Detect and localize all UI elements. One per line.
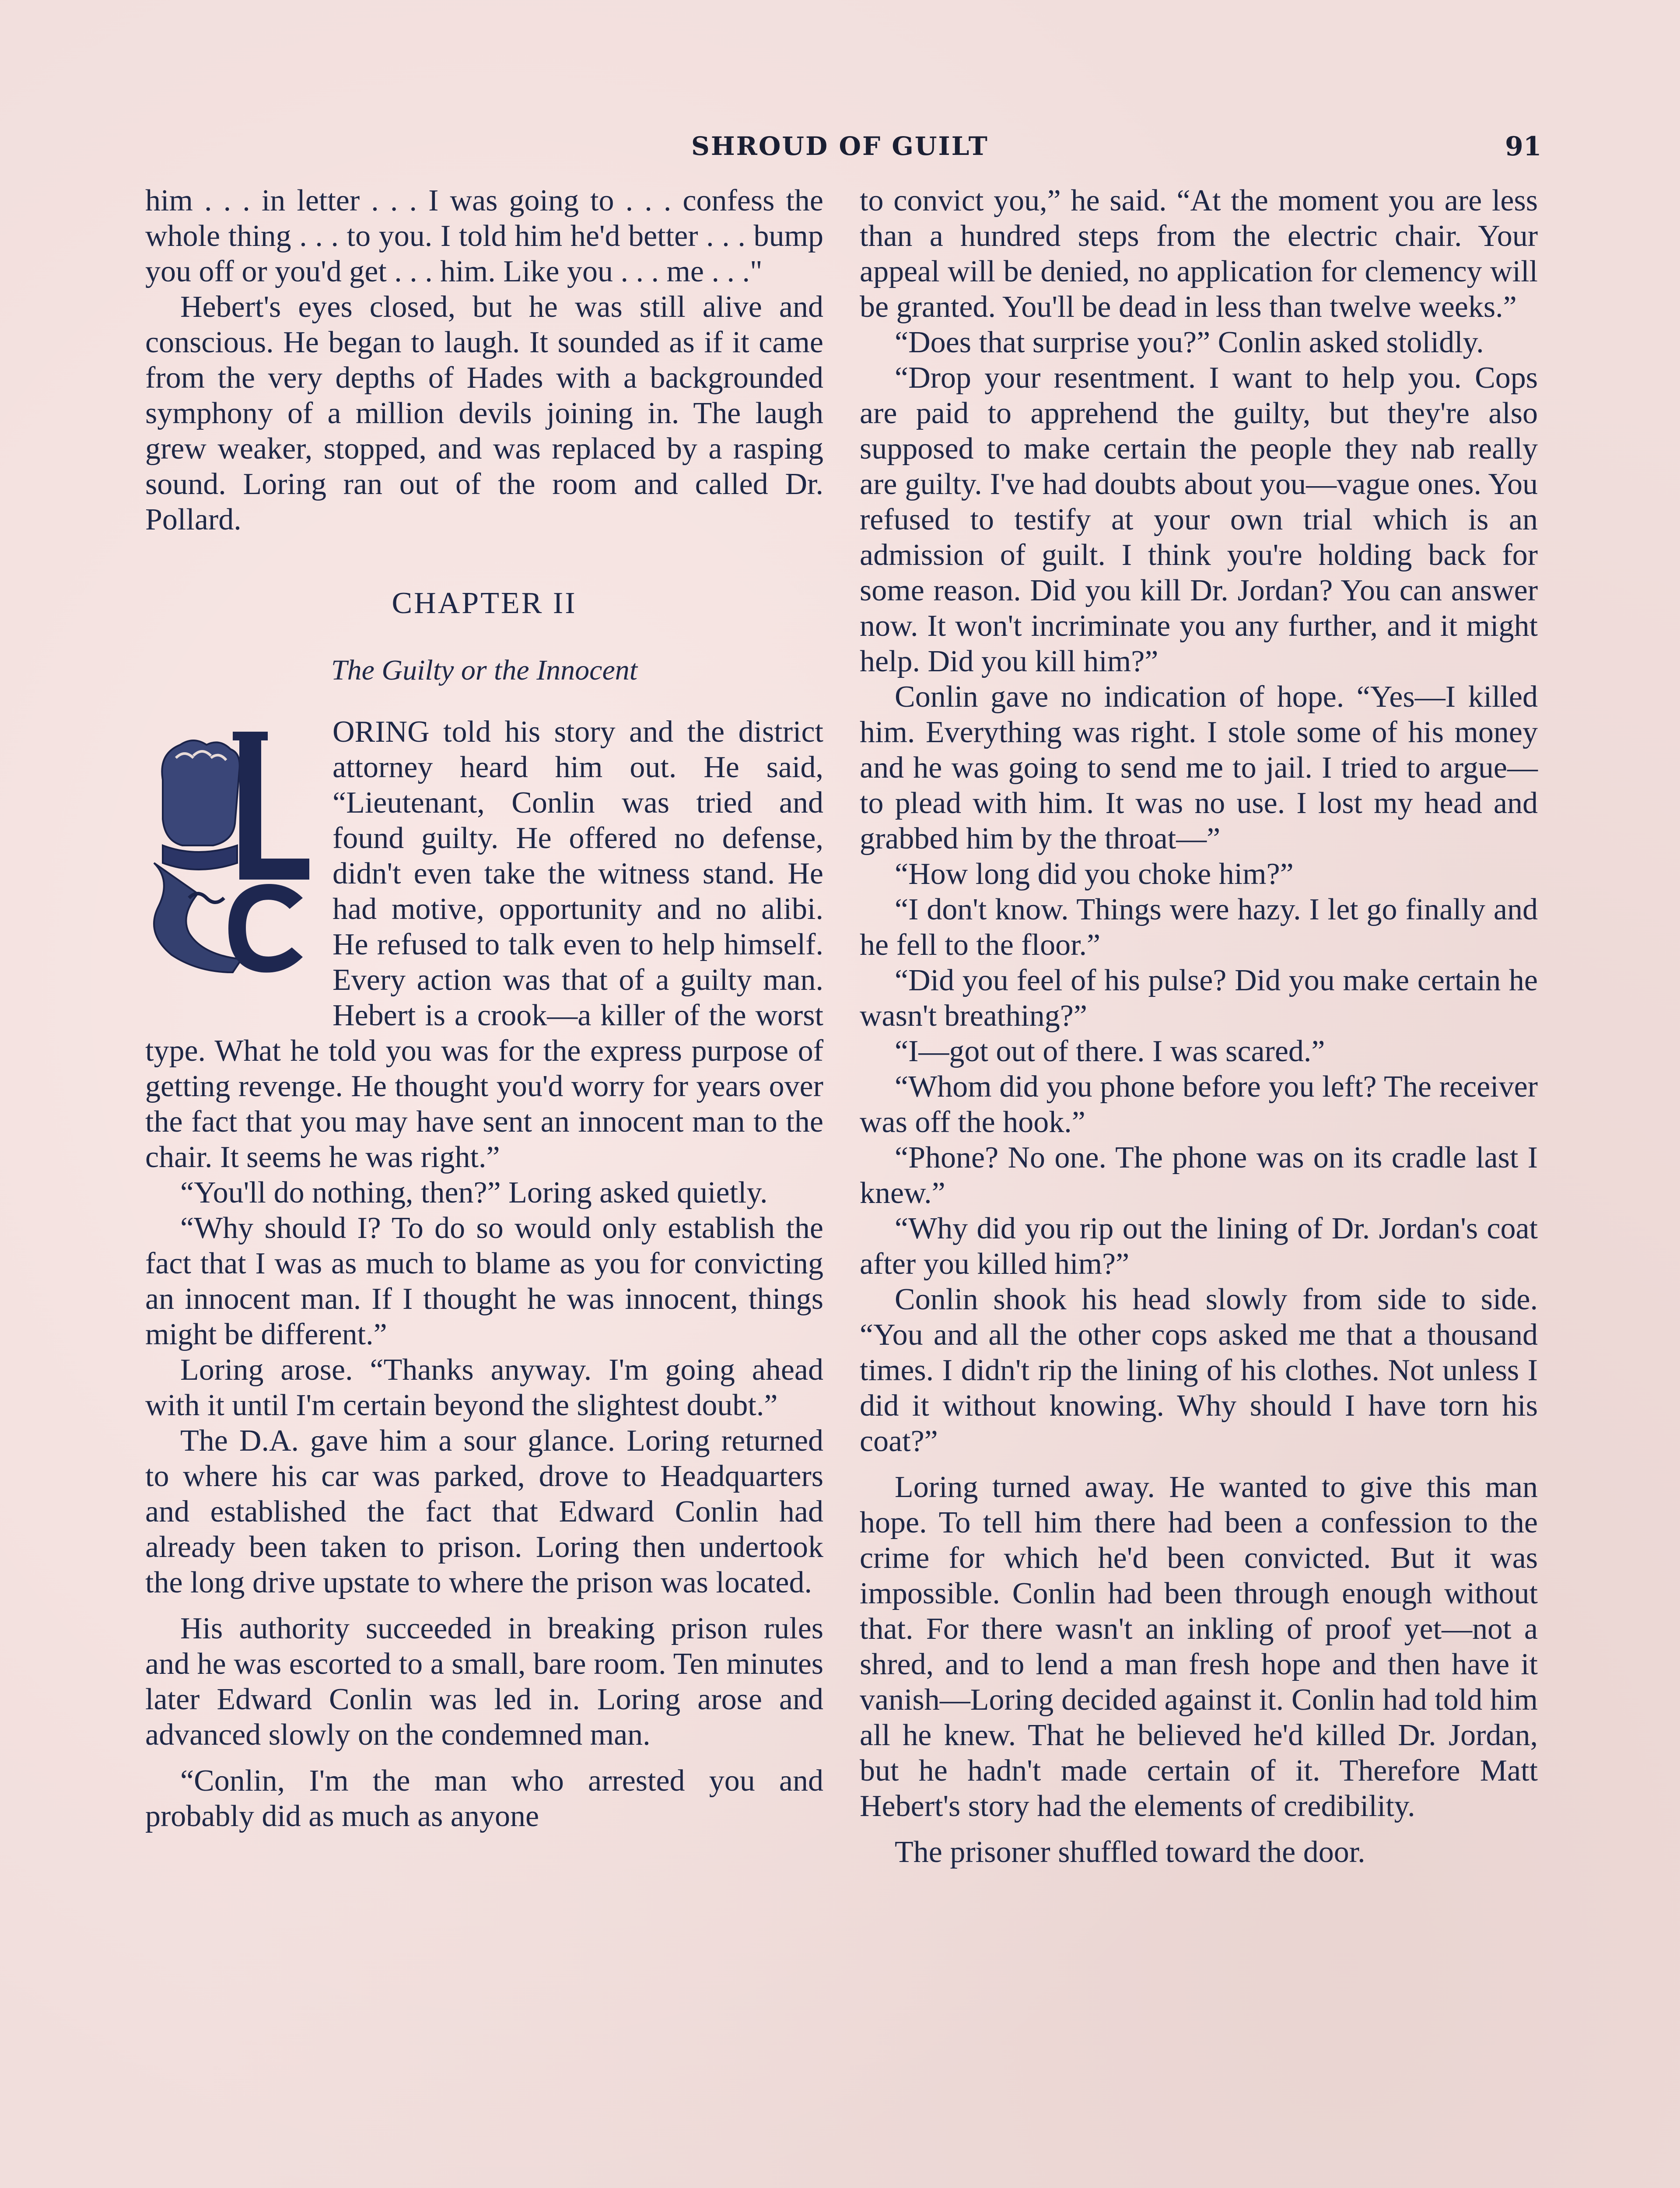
chapter-title: CHAPTER II (392, 586, 577, 620)
paragraph: Conlin shook his head slowly from side to side. “You and all the other cops asked me that a thousand times. I didn't rip the lining of his clothes. Not unless I did it without knowing. Why should I have torn his coat?” (860, 1283, 1538, 1458)
paragraph: “Why should I? To do so would only establish the fact that I was as much to blame as you for convicting an innocent man. If I thought he was innocent, things might be different.” (145, 1211, 823, 1351)
drop-cap-illustration-icon (145, 714, 325, 999)
paragraph: Hebert's eyes closed, but he was still alive and conscious. He began to laugh. It sounded as if it came from the very depths of Hades with a backgrounded symphony of a million devils joining in. The laugh grew weaker, stopped, and was replaced by a rasping sound. Loring ran out of the room and called Dr. Pollard. (145, 290, 823, 536)
paragraph: The prisoner shuffled toward the door. (895, 1835, 1365, 1869)
page-number: 91 (1505, 131, 1542, 162)
paragraph: “Why did you rip out the lining of Dr. Jordan's coat after you killed him?” (860, 1212, 1538, 1281)
paragraph: “You'll do nothing, then?” Loring asked quietly. (180, 1176, 768, 1210)
right-column (860, 183, 1538, 1870)
paragraph: “I—got out of there. I was scared.” (895, 1034, 1325, 1068)
paragraph: “Does that surprise you?” Conlin asked stolidly. (895, 326, 1484, 359)
paragraph: “Conlin, I'm the man who arrested you and probably did as much as anyone (145, 1764, 823, 1833)
paragraph: him . . . in letter . . . I was going to . . . confess the whole thing . . . to you. I told him he'd better . . . bump you off or you'd get . . . him. Like you . . . me . . ." (145, 184, 823, 288)
paragraph: to convict you,” he said. “At the moment you are less than a hundred steps from the electric chair. Your appeal will be denied, no application for clemency will be granted. You'll be dead in less than twelve weeks.” (860, 184, 1538, 324)
paragraph: Loring arose. “Thanks anyway. I'm going ahead with it until I'm certain beyond the slightest doubt.” (145, 1353, 823, 1422)
chapter-subtitle: The Guilty or the Innocent (331, 654, 638, 686)
paragraph: The D.A. gave him a sour glance. Loring returned to where his car was parked, drove to Headquarters and established the fact that Edward Conlin had already been taken to prison. Loring then undertook the long drive upstate to where the prison was located. (145, 1424, 823, 1599)
paragraph: “Phone? No one. The phone was on its cradle last I knew.” (860, 1141, 1538, 1210)
chapter-opening (145, 714, 823, 1175)
paragraph: “I don't know. Things were hazy. I let go finally and he fell to the floor.” (860, 893, 1538, 962)
paragraph: “How long did you choke him?” (895, 857, 1294, 891)
running-title: SHROUD OF GUILT (691, 131, 989, 161)
paragraph: “Did you feel of his pulse? Did you make certain he wasn't breathing?” (860, 964, 1538, 1033)
paragraph: “Whom did you phone before you left? The receiver was off the hook.” (860, 1070, 1538, 1139)
paragraph: His authority succeeded in breaking prison rules and he was escorted to a small, bare room. Ten minutes later Edward Conlin was led in. Loring arose and advanced slowly on the condemned man. (145, 1612, 823, 1752)
paragraph: Loring turned away. He wanted to give this man hope. To tell him there had been a confession to the crime for which he'd been convicted. But it was impossible. Conlin had been through enough without that. For there wasn't an inkling of proof yet—not a shred, and to lend a man fresh hope and then have it vanish—Loring decided against it. Conlin had told him all he knew. That he believed he'd killed Dr. Jordan, but he hadn't made certain of it. Therefore Matt Hebert's story had the elements of credibility. (860, 1470, 1538, 1823)
paragraph: “Drop your resentment. I want to help you. Cops are paid to apprehend the guilty, but they're also supposed to make certain the people they nab really are guilty. I've had doubts about you—vague ones. You refused to testify at your own trial which is an admission of guilt. I think you're holding back for some reason. Did you kill Dr. Jordan? You can answer now. It won't incriminate you any further, and it might help. Did you kill him?” (860, 361, 1538, 678)
paragraph: ORING told his story and the district attorney heard him out. He said, “Lieutenant, Conlin was tried and found guilty. He offered no defense, didn't even take the witness stand. He had motive, opportunity and no alibi. He refused to talk even to help himself. Every action was that of a guilty man. Hebert is a crook—a killer of the worst type. What he told you was for the express purpose of getting revenge. He thought you'd worry for years over the fact that you may have sent an innocent man to the chair. It seems he was right.” (145, 715, 823, 1174)
left-column (145, 183, 823, 1834)
paragraph: Conlin gave no indication of hope. “Yes—I killed him. Everything was right. I stole some of his money and he was going to send me to jail. I tried to argue—to plead with him. It was no use. I lost my head and grabbed him by the throat—” (860, 680, 1538, 856)
